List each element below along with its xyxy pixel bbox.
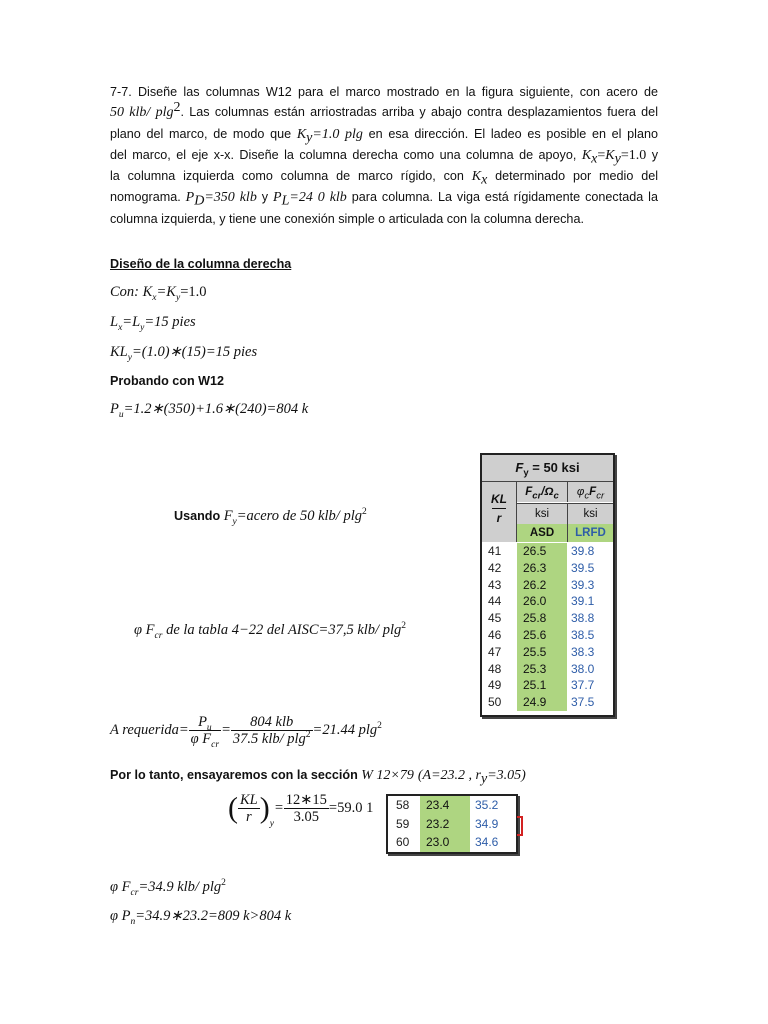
table-row xyxy=(482,661,613,678)
lrfd-label: LRFD xyxy=(568,524,613,542)
table-fy-header: $F_y = 50$ ksi xyxy=(482,455,613,482)
highlight-bracket xyxy=(517,816,523,836)
equation-phi-pn: φ $P_n=34.9∗23.2=809$ k>804 k xyxy=(110,908,292,927)
kl-r-value: 41 xyxy=(488,544,502,558)
problem-line: 7-7. Diseñe las columnas W12 para el marco mostrado en la figura siguiente, con acero de xyxy=(110,85,658,99)
table-row xyxy=(388,833,516,852)
asd-value: 24.9 xyxy=(517,694,567,711)
asd-value: 26.0 xyxy=(517,593,567,610)
lrfd-value: 39.3 xyxy=(571,577,595,592)
lrfd-value: 35.2 xyxy=(475,798,499,812)
lrfd-value: 37.7 xyxy=(571,678,595,693)
table-row xyxy=(388,815,516,834)
table-body xyxy=(388,796,516,852)
table-row xyxy=(482,610,613,627)
asd-value: 23.4 xyxy=(420,796,470,815)
equation-con: Con: $K_x=K_y=1.0$ xyxy=(110,284,207,303)
problem-line: columna izquierda, y tiene une conexión simple o articulada con la columna derecha. xyxy=(110,211,584,226)
problem-statement xyxy=(110,82,658,229)
lrfd-value: 34.6 xyxy=(475,835,499,850)
asd-value: 25.1 xyxy=(517,677,567,694)
table-body xyxy=(482,543,613,711)
unit-asd: ksi xyxy=(517,503,568,525)
table-row xyxy=(482,593,613,610)
equation-pu: $P_u=1.2∗(350)+1.6∗(240)=804$ k xyxy=(110,401,309,420)
asd-value: 23.2 xyxy=(420,815,470,834)
table-row xyxy=(482,677,613,694)
asd-value: 25.3 xyxy=(517,661,567,678)
kl-r-value: 42 xyxy=(488,560,502,575)
kl-r-value: 48 xyxy=(488,661,502,676)
col-phi-fcr-header: $\varphi_cF_{cr}$ xyxy=(568,482,613,502)
equation-effective-length: $KL_y=(1.0)∗(15)=15$ pies xyxy=(110,344,258,363)
kl-r-value: 58 xyxy=(396,798,410,812)
table-row xyxy=(482,644,613,661)
lrfd-value: 34.9 xyxy=(475,816,499,831)
unit-lrfd: ksi xyxy=(568,503,613,525)
lrfd-value: 38.8 xyxy=(571,611,595,626)
asd-label: ASD xyxy=(517,524,568,542)
kl-r-value: 60 xyxy=(396,835,410,850)
kl-r-header: KL r xyxy=(482,482,517,542)
section-trial-line: Por lo tanto, ensayaremos con la sección W 12×79 (A=23.2 , $r_y=3.05$) xyxy=(110,768,526,787)
asd-value: 26.2 xyxy=(517,577,567,594)
equation-phi-fcr: φ $F_{cr}$ de la tabla 4−22 del AISC=37,5 klb/ plg$^2$ xyxy=(134,621,406,641)
table-row xyxy=(388,796,516,815)
kl-r-value: 44 xyxy=(488,594,502,609)
lrfd-value: 39.1 xyxy=(571,594,595,609)
aisc-table-excerpt xyxy=(480,453,615,717)
problem-line: nomograma. $P_D=350$ klb y $P_L=24$ 0 klb para columna. La viga está rígidamente conectada la xyxy=(110,190,658,209)
table-row xyxy=(482,543,613,560)
asd-value: 26.3 xyxy=(517,560,567,577)
asd-value: 26.5 xyxy=(517,543,567,560)
section-title: Diseño de la columna derecha xyxy=(110,257,292,271)
equation-fy: Usando $F_y=acero$ de 50 klb/ plg$^2$ xyxy=(174,507,367,527)
probando-label: Probando con W12 xyxy=(110,374,225,388)
col-fcr-omega-header: $F_{cr}/\Omega_c$ xyxy=(517,482,568,502)
problem-line: del marco, el eje x-x. Diseñe la columna derecha como una columna de apoyo, $K_x=K_y=1.0$ y xyxy=(110,147,658,167)
asd-value: 23.0 xyxy=(420,833,470,852)
lrfd-value: 37.5 xyxy=(571,695,595,710)
problem-line: 50 klb/ plg$^2$. Las columnas están arriostradas arriba y abajo contra desplazamientos fuera del xyxy=(110,100,658,121)
lrfd-value: 38.3 xyxy=(571,644,595,659)
asd-value: 25.5 xyxy=(517,644,567,661)
lrfd-value: 39.8 xyxy=(571,544,595,558)
lrfd-value: 38.0 xyxy=(571,661,595,676)
table-row xyxy=(482,627,613,644)
kl-r-value: 43 xyxy=(488,577,502,592)
kl-r-value: 46 xyxy=(488,627,502,642)
problem-line: la columna izquierda como columna de marco rígido, con $K_x$ determinado por medio del xyxy=(110,169,658,188)
kl-r-value: 50 xyxy=(488,695,502,710)
kl-r-value: 47 xyxy=(488,644,502,659)
table-row xyxy=(482,694,613,711)
kl-r-value: 45 xyxy=(488,611,502,626)
lrfd-value: 38.5 xyxy=(571,627,595,642)
asd-value: 25.8 xyxy=(517,610,567,627)
problem-line: plano del marco, de modo que $K_y=1.0$ plg en esa dirección. El ladeo es posible en el plano xyxy=(110,126,658,146)
table-row xyxy=(482,577,613,594)
equation-slenderness: ( $\frac{KL}{r}$ )$_y=$ $\frac{12∗15}{3.05}$ =59.0 1 xyxy=(228,791,374,829)
table-row xyxy=(482,560,613,577)
lrfd-value: 39.5 xyxy=(571,560,595,575)
kl-r-value: 49 xyxy=(488,678,502,693)
kl-r-value: 59 xyxy=(396,816,410,831)
equation-area-required: A requerida= $\frac{P_u}{\varphi F_{cr}}$ = $\frac{\text{804 klb}}{37.5 klb/ plg^2}$ =21.44 plg$^2$ xyxy=(110,714,382,750)
asd-value: 25.6 xyxy=(517,627,567,644)
equation-phi-fcr-result: φ $F_{cr}=34.9$ klb/ plg$^2$ xyxy=(110,878,226,898)
equation-length: $L_x=L_y=15$ pies xyxy=(110,314,196,333)
aisc-table-excerpt-small xyxy=(386,794,518,854)
